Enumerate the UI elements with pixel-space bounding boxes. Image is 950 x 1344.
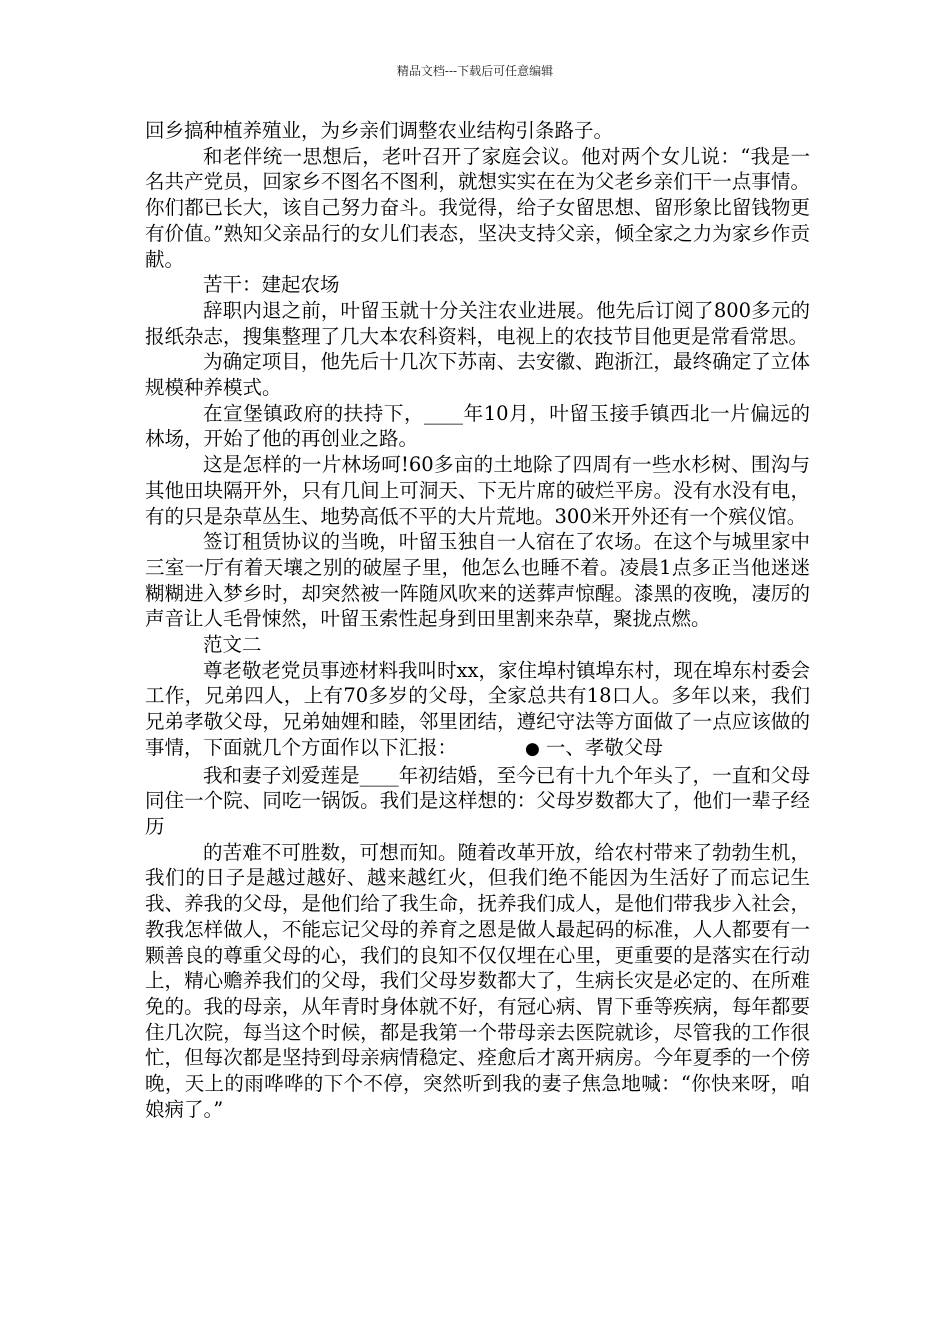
page-header: 精品文档---下载后可任意编辑 [396,64,554,78]
paragraph: 的苦难不可胜数，可想而知。随着改革开放，给农村带来了勃勃生机，我们的日子是越过越好、越来越红火，但我们绝不能因为生活好了而忘记生我、养我的父母，是他们给了我生命，抚养我们成人，是他们带我步入社会，教我怎样做人，不能忘记父母的养育之恩是做人最起码的标准，人人都要有一颗善良的尊重父母的心，我们的良知不仅仅埋在心里，更重要的是落实在行动上，精心赡养我们的父母，我们父母岁数都大了，生病长灾是必定的、在所难免的。我的母亲，从年青时身体就不好，有冠心病、胃下垂等疾病，每年都要住几次院，每当这个时候，都是我第一个带母亲去医院就诊，尽管我的工作很忙，但每次都是坚持到母亲病情稳定、痊愈后才离开病房。今年夏季的一个傍晚，天上的雨哗哗的下个不停，突然听到我的妻子焦急地喊：“你快来呀，咱娘病了。” [145,840,810,1121]
paragraph: 为确定项目，他先后十几次下苏南、去安徽、跑浙江，最终确定了立体规模种养模式。 [145,350,810,400]
paragraph-text: 尊老敬老党员事迹材料我叫时xx，家住埠村镇埠东村，现在埠东村委会工作，兄弟四人，上有70多岁的父母，全家总共有18口人。多年以来，我们兄弟孝敬父母，兄弟妯娌和睦，邻里团结，遵纪守法等方面做了一点应该做的事情，下面就几个方面作以下汇报： [145,658,810,759]
paragraph: 辞职内退之前，叶留玉就十分关注农业进展。他先后订阅了800多元的报纸杂志，搜集整理了几大本农科资料，电视上的农技节目他更是常看常思。 [145,298,810,348]
section-heading: 苦干：建起农场 [203,273,340,297]
bullet-heading: 一、孝敬父母 [545,735,663,759]
paragraph: 在宣堡镇政府的扶持下，____年10月，叶留玉接手镇西北一片偏远的林场，开始了他的再创业之路。 [145,401,810,451]
paragraph: 回乡搞种植养殖业，为乡亲们调整农业结构引条路子。 [145,119,614,142]
bullet-icon: ● [525,738,540,759]
paragraph-with-bullet [145,658,810,763]
paragraph: 这是怎样的一片林场呵!60多亩的土地除了四周有一些水杉树、围沟与其他田块隔开外，只有几间上可洞天、下无片席的破烂平房。没有水没有电，有的只是杂草丛生、地势高低不平的大片荒地。300米开外还有一个殡仪馆。 [145,453,810,528]
paragraph: 我和妻子刘爱莲是____年初结婚，至今已有十九个年头了，一直和父母同住一个院、同吃一锅饭。我们是这样想的：父母岁数都大了，他们一辈子经历 [145,763,810,838]
section-heading: 范文二 [203,633,262,657]
paragraph: 和老伴统一思想后，老叶召开了家庭会议。他对两个女儿说：“我是一名共产党员，回家乡不图名不图利，就想实实在在为父老乡亲们干一点事情。你们都已长大，该自己努力奋斗。我觉得，给子女留思想、留形象比留钱物更有价值。”熟知父亲品行的女儿们表态，坚决支持父亲，倾全家之力为家乡作贡献。 [145,144,810,271]
paragraph: 签订租赁协议的当晚，叶留玉独自一人宿在了农场。在这个与城里家中三室一厅有着天壤之别的破屋子里，他怎么也睡不着。凌晨1点多正当他迷迷糊糊进入梦乡时，却突然被一阵随风吹来的送葬声惊醒。漆黑的夜晚，凄厉的声音让人毛骨悚然，叶留玉索性起身到田里割来杂草，聚拢点燃。 [145,530,810,631]
document-body [145,118,810,1122]
